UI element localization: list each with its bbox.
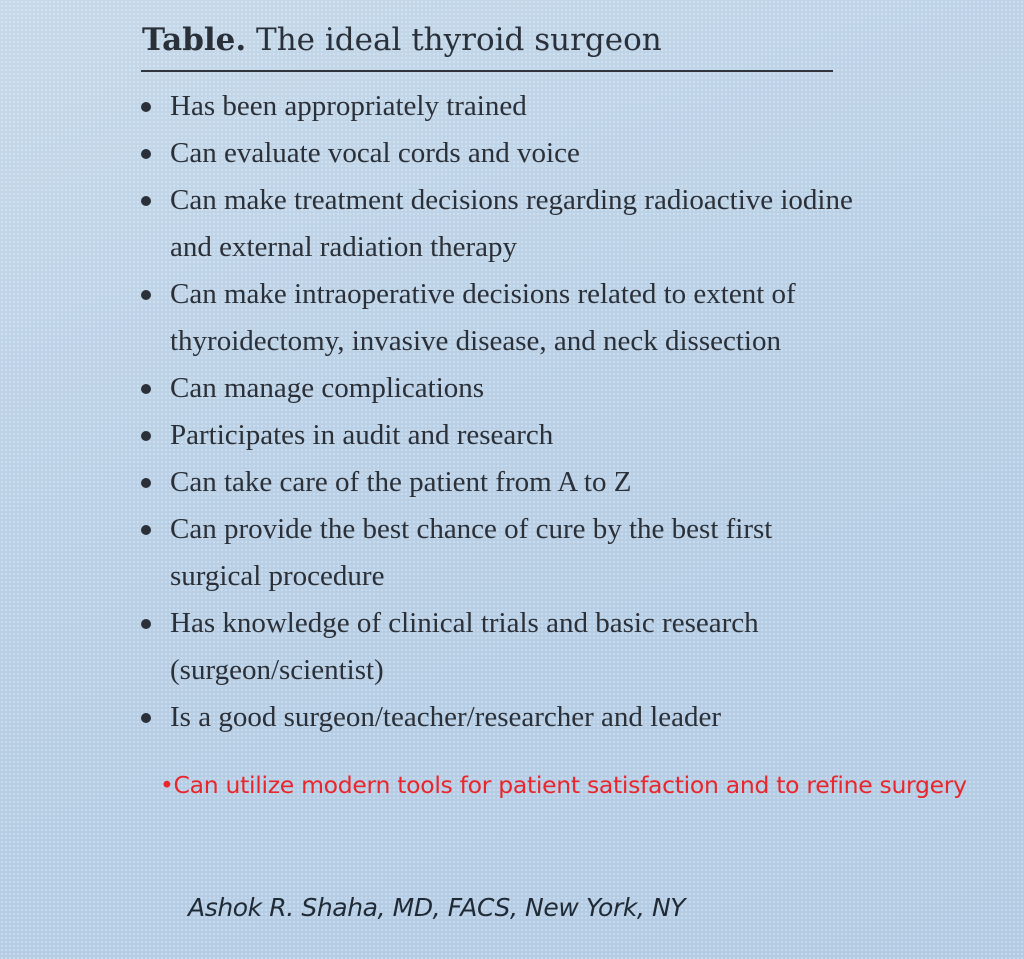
bullet-icon bbox=[141, 619, 151, 629]
bullet-icon bbox=[141, 384, 151, 394]
list-item bbox=[141, 365, 861, 412]
list-item-text: Can make treatment decisions regarding radioactive iodine and external radiation therapy bbox=[170, 184, 853, 263]
list-item bbox=[141, 271, 861, 365]
author-credit: Ashok R. Shaha, MD, FACS, New York, NY bbox=[188, 893, 686, 922]
list-item-text: Is a good surgeon/teacher/researcher and leader bbox=[170, 701, 721, 733]
list-item bbox=[141, 412, 861, 459]
bullet-icon bbox=[141, 196, 151, 206]
list-item bbox=[141, 694, 861, 741]
bullet-icon bbox=[141, 713, 151, 723]
list-item-text: Can provide the best chance of cure by the best first surgical procedure bbox=[170, 513, 773, 592]
bullet-icon bbox=[141, 431, 151, 441]
bullet-icon bbox=[141, 102, 151, 112]
table-label: Table. bbox=[142, 22, 247, 58]
title-underline bbox=[141, 70, 833, 72]
bullet-icon bbox=[141, 290, 151, 300]
list-item-text: Participates in audit and research bbox=[170, 419, 554, 451]
list-item-text: Can manage complications bbox=[170, 372, 485, 404]
list-item bbox=[141, 600, 861, 694]
list-item bbox=[141, 459, 861, 506]
added-point: •Can utilize modern tools for patient satisfaction and to refine surgery bbox=[160, 771, 967, 799]
list-item-text: Can evaluate vocal cords and voice bbox=[170, 137, 580, 169]
bullet-icon bbox=[141, 478, 151, 488]
list-item-text: Can make intraoperative decisions related to extent of thyroidectomy, invasive disease, and neck dissection bbox=[170, 278, 796, 357]
qualities-list bbox=[141, 83, 861, 741]
list-item bbox=[141, 130, 861, 177]
list-item-text: Has been appropriately trained bbox=[170, 90, 527, 122]
table-title-text: The ideal thyroid surgeon bbox=[256, 22, 662, 58]
list-item-text: Has knowledge of clinical trials and basic research (surgeon/scientist) bbox=[170, 607, 759, 686]
bullet-icon bbox=[141, 525, 151, 535]
bullet-icon bbox=[141, 149, 151, 159]
list-item bbox=[141, 177, 861, 271]
table-title bbox=[142, 16, 662, 64]
list-item bbox=[141, 506, 861, 600]
list-item-text: Can take care of the patient from A to Z bbox=[170, 466, 632, 498]
list-item bbox=[141, 83, 861, 130]
